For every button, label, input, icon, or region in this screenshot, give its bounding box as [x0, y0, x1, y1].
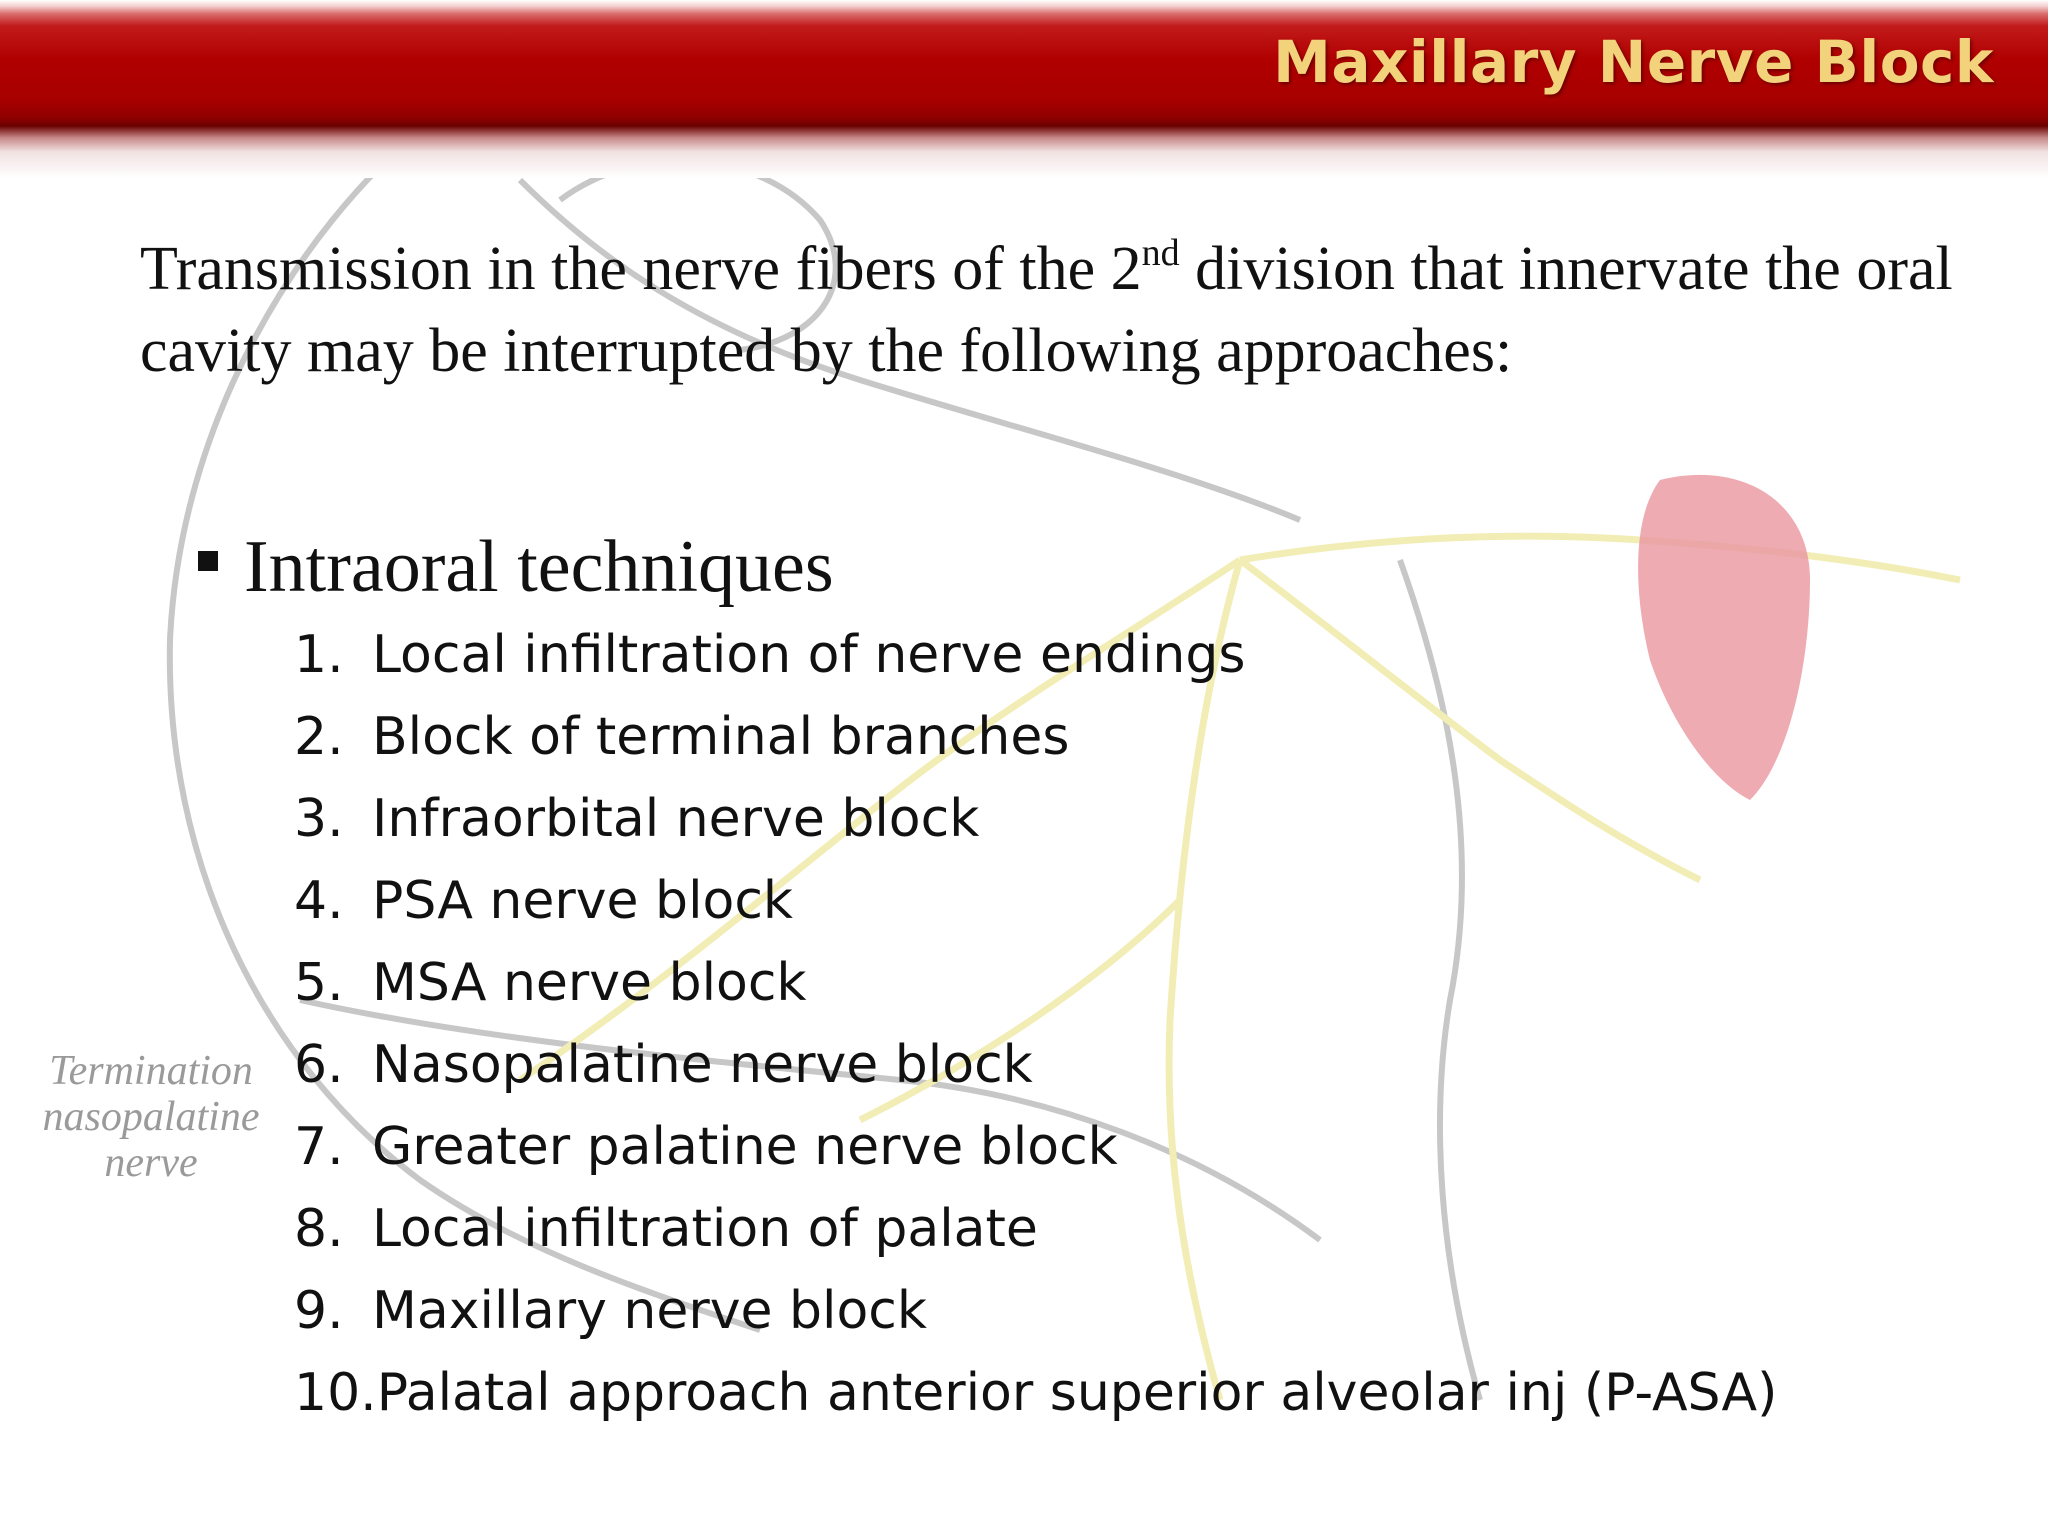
- intro-paragraph: [140, 228, 1970, 392]
- item-number: 2.: [294, 707, 344, 767]
- item-text: Maxillary nerve block: [372, 1281, 927, 1341]
- nerve-branch-3: [1240, 536, 1960, 580]
- slide-title: Maxillary Nerve Block: [1273, 28, 1994, 96]
- list-item: [294, 1106, 1777, 1188]
- item-number: 3.: [294, 789, 344, 849]
- list-item: [294, 778, 1777, 860]
- item-number: 5.: [294, 953, 344, 1013]
- item-text: Local infiltration of palate: [372, 1199, 1038, 1259]
- technique-list: [294, 614, 1777, 1434]
- list-item: [294, 1270, 1777, 1352]
- section-heading: [198, 522, 834, 612]
- item-number: 7.: [294, 1117, 344, 1177]
- label-line-1: Termination: [49, 1048, 253, 1094]
- list-item: [294, 1352, 1777, 1434]
- background-nerve-label: [6, 1048, 296, 1186]
- item-number: 9.: [294, 1281, 344, 1341]
- item-text: Greater palatine nerve block: [372, 1117, 1118, 1177]
- item-number: 8.: [294, 1199, 344, 1259]
- item-number: 6.: [294, 1035, 344, 1095]
- item-text: MSA nerve block: [372, 953, 807, 1013]
- item-number: 4.: [294, 871, 344, 931]
- title-banner: [0, 0, 2048, 178]
- intro-superscript: nd: [1141, 232, 1180, 274]
- item-number: 1.: [294, 625, 344, 685]
- item-text: Block of terminal branches: [372, 707, 1070, 767]
- item-text: PSA nerve block: [372, 871, 794, 931]
- list-item: [294, 860, 1777, 942]
- list-item: [294, 942, 1777, 1024]
- list-item: [294, 614, 1777, 696]
- list-item: [294, 696, 1777, 778]
- square-bullet-icon: [198, 551, 218, 571]
- item-text: Nasopalatine nerve block: [372, 1035, 1033, 1095]
- intro-text-part-2: division that innervate the oral cavity may be interrupted by the following approaches:: [140, 235, 1953, 385]
- item-text: Infraorbital nerve block: [372, 789, 980, 849]
- list-item: [294, 1024, 1777, 1106]
- item-text: Palatal approach anterior superior alveolar inj (P-ASA): [376, 1363, 1778, 1423]
- intro-text-part-1: Transmission in the nerve fibers of the 2: [140, 235, 1142, 303]
- label-line-3: nerve: [104, 1140, 198, 1186]
- section-heading-text: Intraoral techniques: [244, 526, 834, 608]
- item-number: 10.: [294, 1363, 377, 1423]
- label-line-2: nasopalatine: [42, 1094, 260, 1140]
- list-item: [294, 1188, 1777, 1270]
- item-text: Local infiltration of nerve endings: [372, 625, 1246, 685]
